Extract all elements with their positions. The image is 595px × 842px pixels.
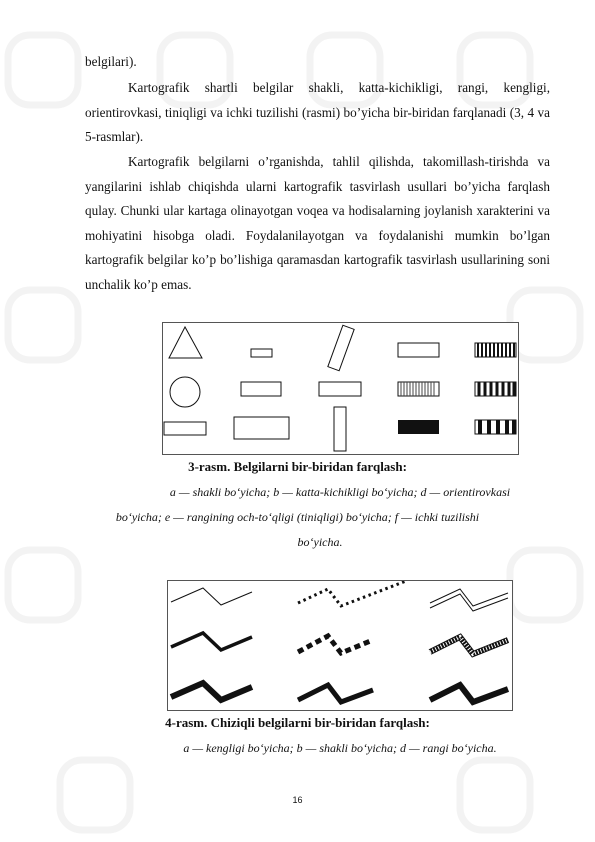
- figure-4-line-symbols: [167, 580, 513, 711]
- paragraph-continuation: belgilari).: [85, 54, 137, 69]
- light-rectangle: [398, 343, 439, 357]
- figure-4-drawing: [168, 581, 512, 710]
- solid-dark-line: [430, 685, 508, 702]
- figure-3-drawing: [163, 323, 518, 454]
- figure-3-caption-line-2: bo‘yicha; e — rangining och-to‘qligi (tiniqligi) bo‘yicha; f — ichki tuzilishi: [115, 510, 480, 524]
- dark-rectangle: [398, 420, 439, 434]
- thin-line: [171, 588, 252, 605]
- dotted-line: [298, 581, 406, 606]
- figure-3-title: 3-rasm. Belgilarni bir-biridan farqlash:: [188, 459, 407, 474]
- striped-pattern-rect-2: [475, 382, 516, 396]
- medium-rectangle: [241, 382, 281, 396]
- figure-4-title: 4-rasm. Chiziqli belgilarni bir-biridan farqlash:: [165, 715, 430, 730]
- vertical-rectangle: [334, 407, 346, 451]
- dashed-line: [298, 636, 373, 653]
- figure-3-caption-line-3: bo‘yicha.: [297, 535, 343, 549]
- figure-4-caption: a — kengligi bo‘yicha; b — shakli bo‘yicha; d — rangi bo‘yicha.: [183, 741, 497, 755]
- solid-thick-line: [298, 685, 373, 702]
- triangle-shape: [169, 327, 202, 358]
- striped-pattern-rect-1: [475, 343, 516, 357]
- striped-pattern-rect-3: [475, 420, 516, 434]
- thick-line: [171, 683, 252, 700]
- double-line: [430, 589, 508, 611]
- small-rectangle: [251, 349, 272, 357]
- rotated-rectangle: [328, 325, 354, 370]
- hatched-line: [430, 637, 508, 654]
- large-rectangle: [234, 417, 289, 439]
- paragraph-symbol-differences: Kartografik shartli belgilar shakli, katta-kichikligi, rangi, kengligi, orientirovkasi, tiniqligi va ichki tuzilishi (rasmi) bo’yicha bir-biridan farqlanadi (3, 4 va 5-rasmlar).: [85, 80, 550, 145]
- figure-3-symbol-chart: [162, 322, 519, 455]
- circle-shape: [170, 377, 200, 407]
- horizontal-rectangle: [319, 382, 361, 396]
- page-number: 16: [292, 795, 303, 805]
- figure-3-caption-line-1: a — shakli bo‘yicha; b — katta-kichikligi bo‘yicha; d — orientirovkasi: [169, 485, 511, 499]
- medium-line: [171, 633, 252, 650]
- rectangle-shape: [164, 422, 206, 435]
- paragraph-classification: Kartografik belgilarni o’rganishda, tahlil qilishda, takomillash-tirishda va yangilarini ishlab chiqishda ularni kartografik tasvirlash usullari bo’yicha farqlash qulay. Chunki ular kartaga olinayotgan voqea va hodisalarning joylanish xarakterini va mohiyatini hisobga oladi. Foydalanilayotgan va foydalanishi mumkin bo’lgan kartografik belgilar ko’p bo’lishiga qaramasdan kartografik tasvirlash usullarining soni unchalik ko’p emas.: [85, 154, 550, 292]
